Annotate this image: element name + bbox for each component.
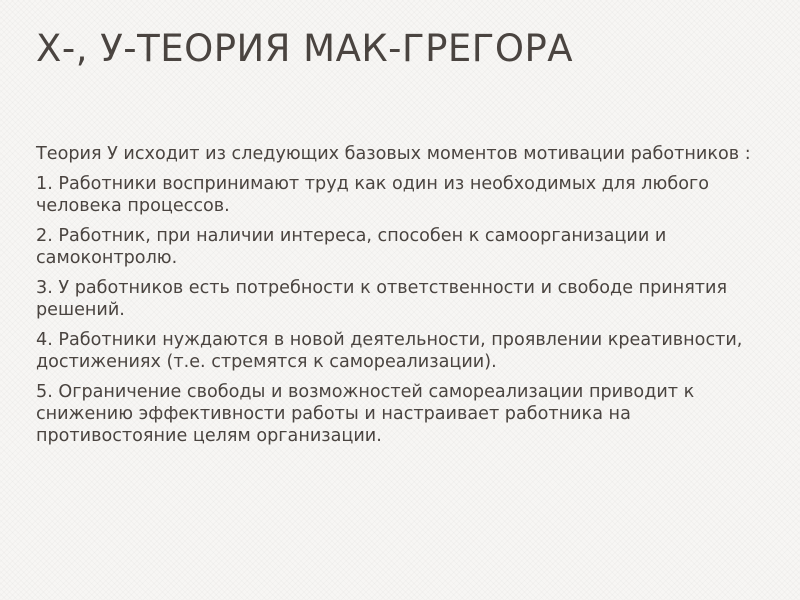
point-5: 5. Ограничение свободы и возможностей самореализации приводит к снижению эффективности работы и настраивает работника на противостояние целям организации. bbox=[36, 382, 695, 446]
point-4: 4. Работники нуждаются в новой деятельности, проявлении креативности, достижениях (т.е. стремятся к самореализации). bbox=[36, 330, 743, 372]
point-1: 1. Работники воспринимают труд как один из необходимых для любого человека процессов. bbox=[36, 174, 709, 216]
slide-title: Х-, У-ТЕОРИЯ МАК-ГРЕГОРА bbox=[36, 27, 574, 70]
slide-body bbox=[36, 143, 766, 455]
point-3: 3. У работников есть потребности к ответственности и свободе принятия решений. bbox=[36, 278, 728, 320]
point-2: 2. Работник, при наличии интереса, способен к самоорганизации и самоконтролю. bbox=[36, 226, 667, 268]
intro-paragraph: Теория У исходит из следующих базовых моментов мотивации работников : bbox=[36, 144, 751, 164]
